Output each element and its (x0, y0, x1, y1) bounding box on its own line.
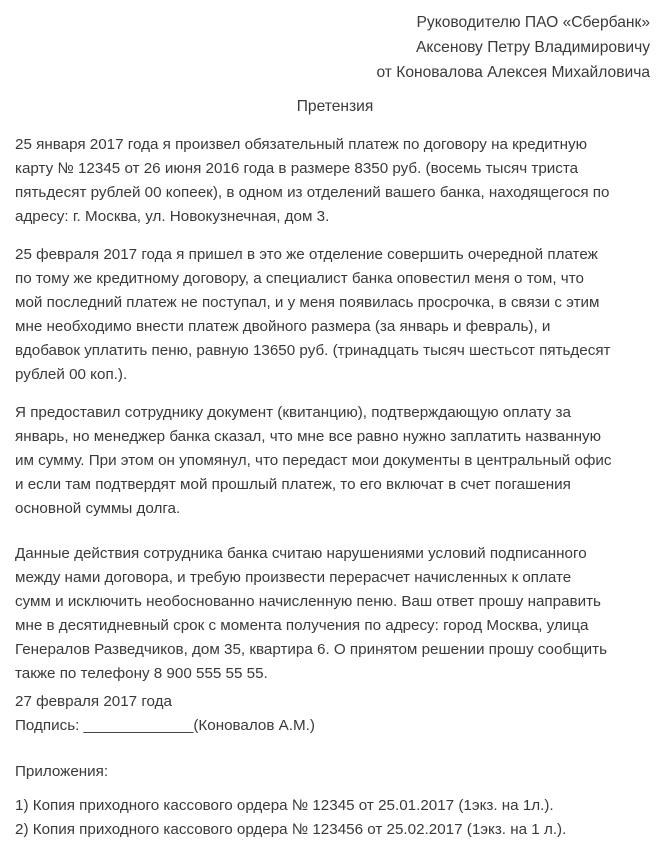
paragraph-line: мой последний платеж не поступал, и у меня появилась просрочка, в связи с этим (15, 294, 600, 311)
paragraph-line: карту № 12345 от 26 июня 2016 года в размере 8350 руб. (восемь тысяч триста (15, 160, 579, 177)
paragraph-line: пятьдесят рублей 00 копеек), в одном из отделений вашего банка, находящегося по (15, 184, 610, 201)
paragraph-line: сумм и исключить необоснованно начисленную пеню. Ваш ответ прошу направить (15, 593, 601, 610)
paragraph-line: январь, но менеджер банка сказал, что мне все равно нужно заплатить названную (15, 428, 601, 445)
attachments-list (15, 794, 655, 842)
paragraph-line: и если там подтвердят мой прошлый платеж, то его включат в счет погашения (15, 476, 571, 493)
paragraph-line: рублей 00 коп.). (15, 366, 128, 383)
addressee-line-3: от Коновалова Алексея Михайловича (376, 64, 650, 81)
document-title: Претензия (296, 98, 374, 115)
paragraph-line: вдобавок уплатить пеню, равную 13650 руб. (тринадцать тысяч шестьсот пятьдесят (15, 342, 611, 359)
paragraph-line: адресу: г. Москва, ул. Новокузнечная, дом 3. (15, 208, 330, 225)
paragraph-line: Я предоставил сотруднику документ (квитанцию), подтверждающую оплату за (15, 404, 571, 421)
paragraph-2 (15, 243, 655, 387)
attachment-item: 1) Копия приходного кассового ордера № 12345 от 25.01.2017 (1экз. на 1л.). (15, 797, 554, 814)
attachments-heading: Приложения: (15, 763, 109, 780)
paragraph-line: мне необходимо внести платеж двойного размера (за январь и февраль), и (15, 318, 551, 335)
paragraph-line: мне в десятидневный срок с момента получения по адресу: город Москва, улица (15, 617, 589, 634)
document-date: 27 февраля 2017 года (15, 693, 172, 710)
paragraph-line: Данные действия сотрудника банка считаю нарушениями условий подписанного (15, 545, 587, 562)
date-signature-block (15, 690, 655, 738)
paragraph-line: между нами договора, и требую произвести перерасчет начисленных к оплате (15, 569, 572, 586)
paragraph-line: им сумму. При этом он упомянул, что передаст мои документы в центральный офис (15, 452, 612, 469)
paragraph-line: 25 января 2017 года я произвел обязательный платеж по договору на кредитную (15, 136, 588, 153)
signature-line: Подпись: _____________(Коновалов А.М.) (15, 717, 315, 734)
paragraph-line: по тому же кредитному договору, а специалист банка оповестил меня о том, что (15, 270, 584, 287)
paragraph-4 (15, 542, 655, 686)
attachment-item: 2) Копия приходного кассового ордера № 123456 от 25.02.2017 (1экз. на 1 л.). (15, 821, 567, 838)
paragraph-1 (15, 133, 655, 229)
addressee-line-2: Аксенову Петру Владимировичу (415, 39, 650, 56)
paragraph-line: также по телефону 8 900 555 55 55. (15, 665, 268, 682)
paragraph-3 (15, 401, 655, 521)
attachments-heading-block (15, 760, 655, 784)
paragraph-line: основной суммы долга. (15, 500, 181, 517)
addressee-line-1: Руководителю ПАО «Сбербанк» (416, 14, 650, 31)
paragraph-line: 25 февраля 2017 года я пришел в это же отделение совершить очередной платеж (15, 246, 598, 263)
addressee-block (376, 10, 650, 85)
paragraph-line: Генералов Разведчиков, дом 35, квартира 6. О принятом решении прошу сообщить (15, 641, 607, 658)
